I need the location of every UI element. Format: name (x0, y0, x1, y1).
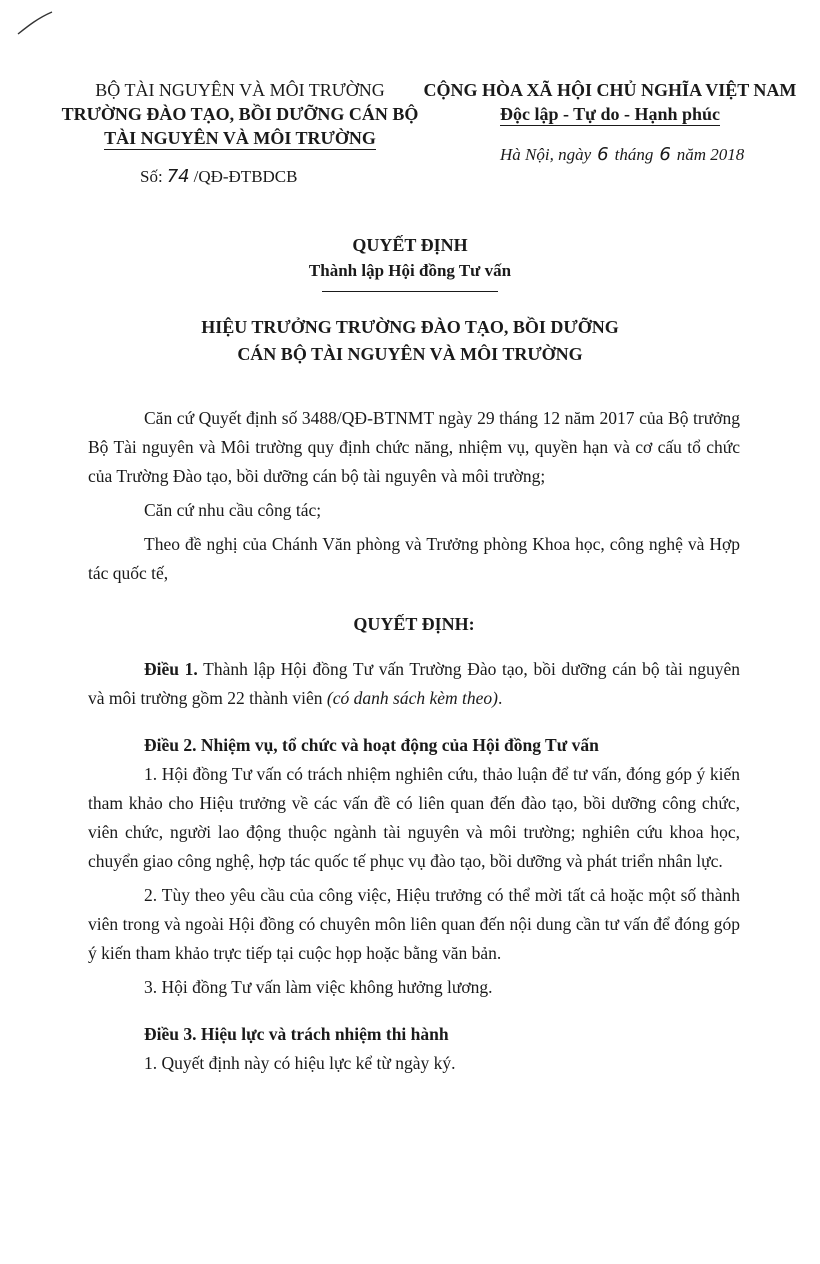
decision-title: QUYẾT ĐỊNH (352, 235, 468, 255)
article-1-text: Thành lập Hội đồng Tư vấn Trường Đào tạo, bồi dưỡng cán bộ tài nguyên và môi trường gồm 22 thành viên (88, 659, 741, 708)
date-month-label: tháng (614, 145, 654, 164)
article-2-heading: Điều 2. Nhiệm vụ, tổ chức và hoạt động của Hội đồng Tư vấn (144, 735, 599, 755)
number-suffix: /QĐ-ĐTBDCB (193, 167, 298, 186)
school-name-line2: TÀI NGUYÊN VÀ MÔI TRƯỜNG (104, 128, 376, 148)
title-divider (322, 291, 498, 292)
decision-heading: QUYẾT ĐỊNH: (353, 614, 475, 634)
number-handwritten: 74 (166, 166, 190, 187)
authority-block (0, 314, 820, 368)
national-title: CỘNG HÒA XÃ HỘI CHỦ NGHĨA VIỆT NAM (423, 80, 797, 100)
pen-stroke-mark (16, 8, 56, 38)
national-motto: Độc lập - Tự do - Hạnh phúc (499, 104, 721, 124)
preamble-paragraph: Căn cứ Quyết định số 3488/QĐ-BTNMT ngày 29 tháng 12 năm 2017 của Bộ trưởng Bộ Tài nguyên và Môi trường quy định chức năng, nhiệm vụ, quyền hạn và cơ cấu tổ chức của Trường Đào tạo, bồi dưỡng cán bộ tài nguyên và môi trường; (88, 408, 740, 486)
school-name-line1: TRƯỜNG ĐÀO TẠO, BỒI DƯỠNG CÁN BỘ (61, 104, 419, 124)
article-1-note: (có danh sách kèm theo) (326, 688, 498, 708)
date-month: 6 (659, 144, 671, 165)
decision-title-block (0, 232, 820, 292)
issuer-header (40, 78, 440, 150)
article-3-item: 1. Quyết định này có hiệu lực kể từ ngày ký. (144, 1053, 456, 1073)
date-day: 6 (597, 144, 609, 165)
article-1-label: Điều 1. (144, 659, 198, 679)
date-year: năm 2018 (676, 145, 745, 164)
authority-line1: HIỆU TRƯỞNG TRƯỜNG ĐÀO TẠO, BỒI DƯỠNG (201, 317, 619, 337)
document-number (140, 166, 298, 187)
article-1-end: . (497, 688, 503, 708)
decision-subject: Thành lập Hội đồng Tư vấn (308, 261, 512, 280)
preamble-paragraph: Theo đề nghị của Chánh Văn phòng và Trưởng phòng Khoa học, công nghệ và Hợp tác quốc tế, (88, 534, 740, 583)
authority-line2: CÁN BỘ TÀI NGUYÊN VÀ MÔI TRƯỜNG (237, 344, 583, 364)
issue-date (500, 144, 744, 165)
number-prefix: Số: (140, 167, 163, 186)
date-prefix: Hà Nội, ngày (500, 145, 592, 164)
ministry-name: BỘ TÀI NGUYÊN VÀ MÔI TRƯỜNG (95, 80, 385, 100)
preamble-paragraph: Căn cứ nhu cầu công tác; (144, 500, 322, 520)
national-header (420, 78, 800, 126)
article-3-heading: Điều 3. Hiệu lực và trách nhiệm thi hành (144, 1024, 449, 1044)
article-2-item: 1. Hội đồng Tư vấn có trách nhiệm nghiên cứu, thảo luận để tư vấn, đóng góp ý kiến tham khảo cho Hiệu trưởng về các vấn đề có liên quan đến đào tạo, bồi dưỡng công chức, viên chức, người lao động thuộc ngành tài nguyên và môi trường; nghiên cứu khoa học, chuyển giao công nghệ, hợp tác quốc tế phục vụ đào tạo, bồi dưỡng và phát triển nhân lực. (88, 764, 740, 871)
article-1 (88, 655, 740, 713)
article-2-item: 2. Tùy theo yêu cầu của công việc, Hiệu trưởng có thể mời tất cả hoặc một số thành viên trong và ngoài Hội đồng có chuyên môn liên quan đến nội dung cần tư vấn để đóng góp ý kiến tham khảo trực tiếp tại cuộc họp hoặc bằng văn bản. (88, 885, 740, 963)
article-2-item: 3. Hội đồng Tư vấn làm việc không hưởng lương. (144, 977, 493, 997)
document-body (88, 404, 740, 1078)
